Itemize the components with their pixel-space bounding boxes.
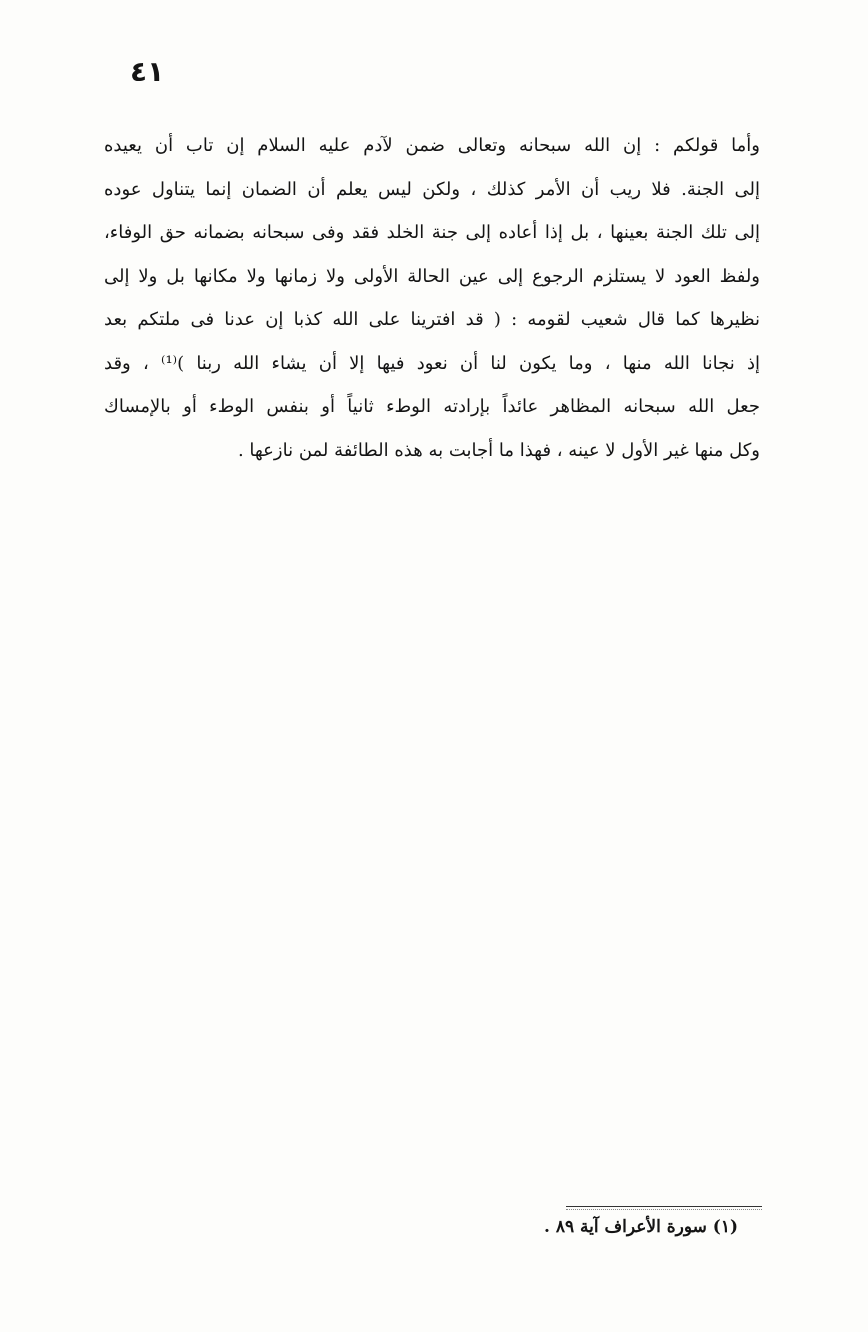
body-paragraph [104,124,760,472]
text-line: وأما قولكم : إن الله سبحانه وتعالى ضمن لآدم عليه السلام إن تاب أن يعيده [104,135,760,156]
text-line: نظيرها كما قال شعيب لقومه : ( قد افترينا على الله كذبا إن عدنا فى ملتكم بعد [104,309,760,330]
footnote-divider-secondary [566,1209,762,1210]
text-line: إذ نجانا الله منها ، وما يكون لنا أن نعود فيها إلا أن يشاء الله ربنا )⁽¹⁾ ، وقد [104,352,760,374]
text-line: جعل الله سبحانه المظاهر عائداً بإرادته الوطء ثانياً أو بنفس الوطء أو بالإمساك [104,396,760,417]
footnote: (١) سورة الأعراف آية ٨٩ . [543,1217,738,1237]
footnote-divider [566,1206,762,1207]
text-line: إلى تلك الجنة بعينها ، بل إذا أعاده إلى جنة الخلد فقد وفى سبحانه بضمانه حق الوفاء، [104,222,760,243]
text-line: إلى الجنة. فلا ريب أن الأمر كذلك ، ولكن ليس يعلم أن الضمان إنما يتناول عوده [104,178,760,200]
text-line: ولفظ العود لا يستلزم الرجوع إلى عين الحالة الأولى ولا زمانها ولا مكانها بل ولا إلى [104,265,760,287]
page-number: ٤١ [130,55,165,88]
text-line: وكل منها غير الأول لا عينه ، فهذا ما أجابت به هذه الطائفة لمن نازعها . [237,439,760,461]
